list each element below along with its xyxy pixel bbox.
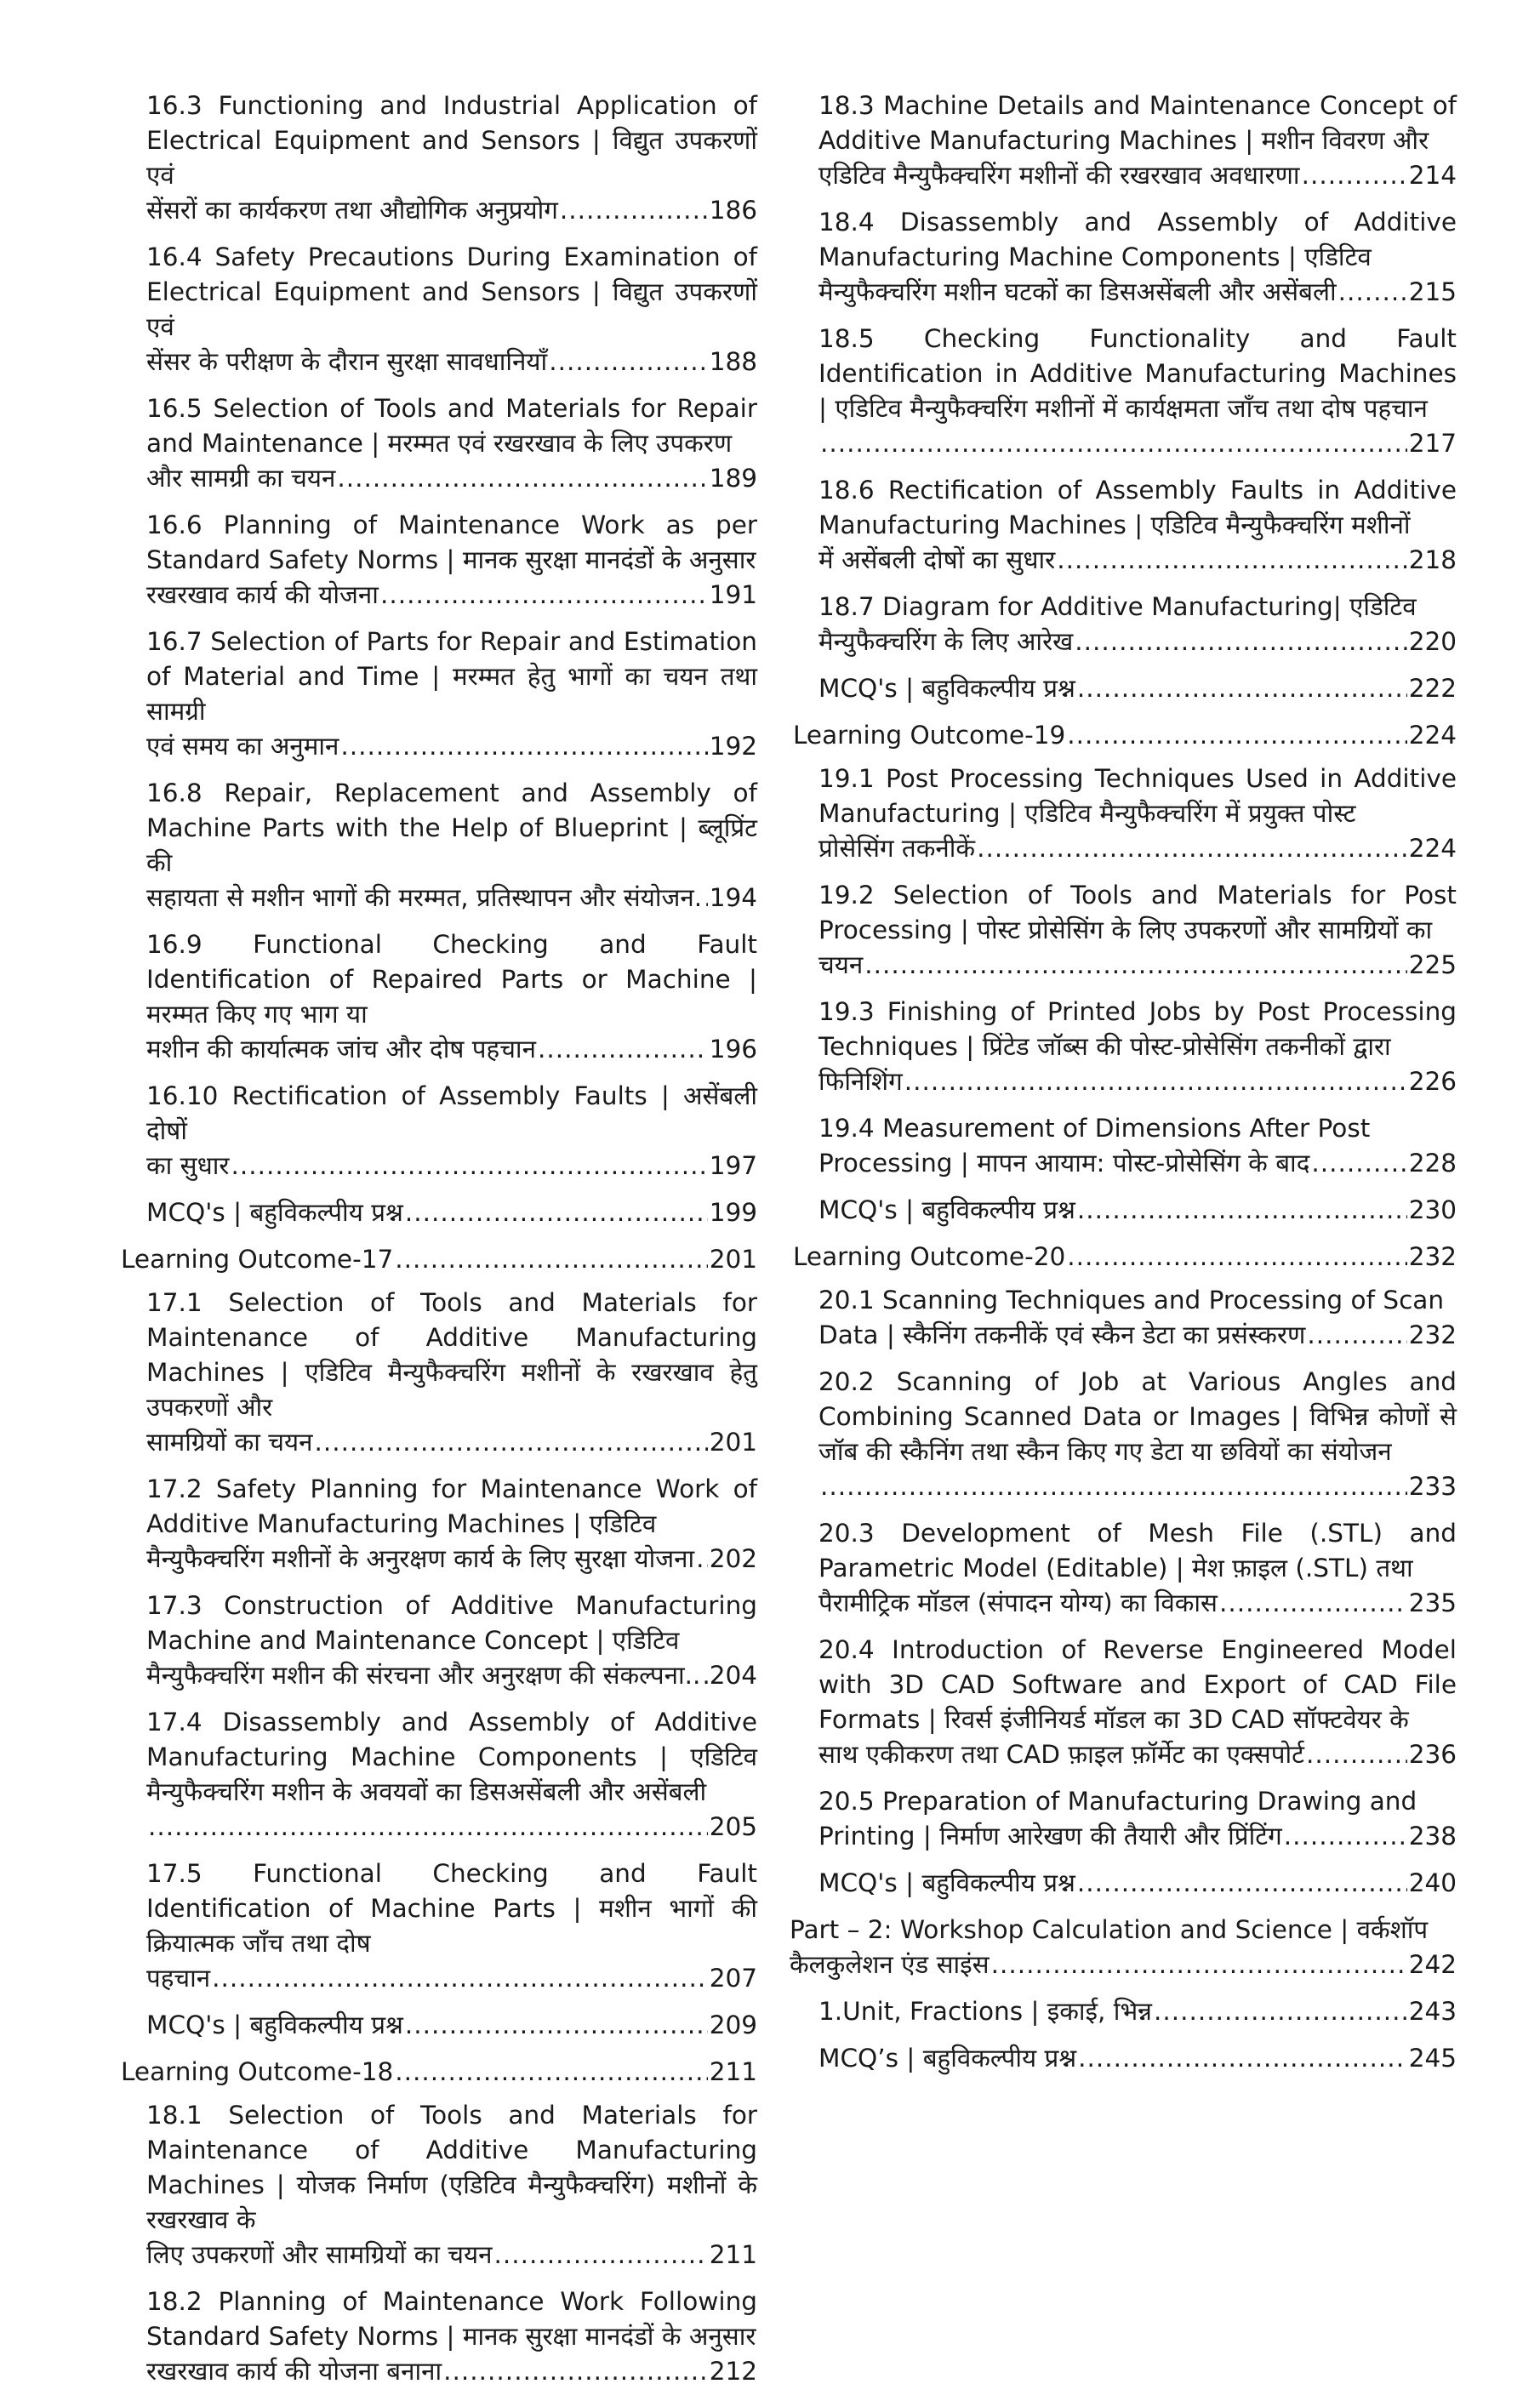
toc-left-column (117, 88, 757, 2401)
toc-page-number: 188 (709, 347, 757, 376)
toc-entry-title: 16.6 Planning of Maintenance Work as per Standard Safety Norms | मानक सुरक्षा मानदंडों के अनुसार (146, 510, 757, 574)
toc-entry-leader-line (818, 1994, 1457, 2029)
toc-page-number: 233 (1408, 1472, 1457, 1501)
toc-page-number: 211 (709, 2240, 757, 2269)
toc-dot-leader (1078, 2041, 1407, 2076)
toc-dot-leader (904, 1064, 1407, 1099)
toc-dot-leader (1306, 1737, 1407, 1772)
toc-page-number: 207 (709, 1964, 757, 1993)
toc-page-number: 214 (1408, 161, 1457, 190)
toc-entry[interactable] (790, 1633, 1457, 1772)
toc-entry[interactable] (117, 1079, 757, 1183)
toc-dot-leader (1075, 624, 1406, 659)
toc-entry-title: 16.9 Functional Checking and Fault Identification of Repaired Parts or Machine | मरम्मत किए गए भाग या (146, 930, 757, 1029)
toc-entry-leader-line (818, 158, 1457, 193)
toc-entry[interactable] (790, 671, 1457, 706)
toc-entry-title-tail: सेंसर के परीक्षण के दौरान सुरक्षा सावधानियाँ (146, 347, 548, 376)
toc-entry-title: Part – 2: Workshop Calculation and Science | वर्कशॉप (790, 1915, 1429, 1944)
toc-entry-title-tail: एडिटिव मैन्युफैक्चरिंग मशीनों की रखरखाव अवधारणा (818, 161, 1300, 190)
toc-entry[interactable] (117, 240, 757, 379)
toc-entry-title: 18.5 Checking Functionality and Fault Identification in Additive Manufacturing Machines | एडिटिव मैन्युफैक्चरिंग मशीनों में कार्यक्षमता जाँच तथा दोष पहचान (818, 324, 1457, 423)
toc-page-number: 205 (709, 1812, 757, 1841)
toc-entry-title-tail: Learning Outcome-20 (793, 1242, 1066, 1271)
toc-entry-leader-line (146, 578, 757, 613)
toc-entry[interactable] (790, 322, 1457, 461)
toc-page-number: 226 (1408, 1067, 1457, 1096)
toc-dot-leader (1338, 275, 1407, 310)
toc-entry-title: 18.4 Disassembly and Assembly of Additive Manufacturing Machine Components | एडिटिव (818, 208, 1457, 271)
toc-entry-learning-outcome[interactable] (790, 718, 1457, 753)
toc-entry-title-tail: मैन्युफैक्चरिंग मशीन घटकों का डिसअसेंबली और असेंबली (818, 277, 1337, 306)
toc-entry-title-tail: MCQ's | बहुविकल्पीय प्रश्न (818, 1868, 1075, 1897)
toc-entry-leader-line (146, 1425, 757, 1460)
toc-entry-title: 16.10 Rectification of Assembly Faults | असेंबली दोषों (146, 1081, 757, 1145)
toc-dot-leader (1077, 671, 1407, 706)
toc-entry-leader-line (818, 671, 1457, 706)
toc-dot-leader (1284, 1819, 1407, 1854)
toc-dot-leader (1057, 543, 1406, 578)
toc-entry-title: 16.8 Repair, Replacement and Assembly of Machine Parts with the Help of Blueprint | ब्लूप्रिंट की (146, 778, 757, 877)
toc-page-number: 224 (1408, 721, 1457, 750)
toc-dot-leader (395, 2055, 707, 2090)
toc-entry-leader-line (146, 1149, 757, 1183)
toc-page-number: 228 (1408, 1149, 1457, 1178)
toc-entry-title-tail: रखरखाव कार्य की योजना (146, 580, 379, 609)
toc-entry[interactable] (790, 995, 1457, 1099)
toc-dot-leader (493, 2238, 707, 2273)
toc-page-number: 232 (1408, 1242, 1457, 1271)
toc-entry-leader-line (818, 1146, 1457, 1181)
toc-entry-title-tail: कैलकुलेशन एंड साइंस (790, 1950, 990, 1979)
toc-page-number: 197 (709, 1151, 757, 1180)
toc-entry-title-tail: पैरामीट्रिक मॉडल (संपादन योग्य) का विकास (818, 1588, 1218, 1617)
toc-entry[interactable] (117, 508, 757, 613)
toc-entry-title: 19.2 Selection of Tools and Materials for Post Processing | पोस्ट प्रोसेसिंग के लिए उपकरणों और सामग्रियों का (818, 881, 1457, 944)
toc-page-number: 196 (709, 1035, 757, 1064)
toc-dot-leader (1307, 1318, 1406, 1353)
toc-entry-leader-line (146, 2238, 757, 2273)
toc-entry-title: 20.3 Development of Mesh File (.STL) and Parametric Model (Editable) | मेश फ़ाइल (.STL) तथा (818, 1519, 1457, 1583)
toc-entry-title-tail: सामग्रियों का चयन (146, 1428, 313, 1457)
toc-page-number: 224 (1408, 834, 1457, 863)
toc-entry-leader-line (818, 1737, 1457, 1772)
toc-entry-title: 16.4 Safety Precautions During Examination of Electrical Equipment and Sensors | विद्युत उपकरणों एवं (146, 242, 757, 341)
toc-entry[interactable] (117, 1705, 757, 1845)
toc-entry-title-tail: Unit, Fractions | इकाई, भिन्न (842, 1997, 1152, 2026)
toc-entry[interactable] (790, 205, 1457, 310)
toc-entry-title: 20.2 Scanning of Job at Various Angles and Combining Scanned Data or Images | विभिन्न कोणों से जॉब की स्कैनिंग तथा स्कैन किए गए डेटा या छवियों का संयोजन (818, 1367, 1457, 1466)
toc-page-number: 236 (1408, 1740, 1457, 1769)
toc-entry-leader-line (818, 624, 1457, 659)
toc-entry-leader-line (793, 1240, 1457, 1275)
toc-dot-leader (1077, 1193, 1407, 1228)
toc-entry-leader-line (121, 2055, 757, 2090)
toc-entry-title: 20.4 Introduction of Reverse Engineered Model with 3D CAD Software and Export of CAD File Formats | रिवर्स इंजीनियर्ड मॉडल का 3D CAD सॉफ्टवेयर के (818, 1635, 1457, 1734)
toc-entry-title: 18.1 Selection of Tools and Materials for Maintenance of Additive Manufacturing Machines | योजक निर्माण (एडिटिव मैन्युफैक्चरिंग) मशीनों के रखरखाव के (146, 2101, 757, 2234)
toc-entry-leader-line (818, 948, 1457, 983)
toc-entry-part[interactable] (790, 1913, 1457, 1982)
toc-entry-leader-line (146, 1542, 757, 1577)
toc-entry[interactable] (117, 2098, 757, 2273)
toc-entry-learning-outcome[interactable] (117, 2055, 757, 2090)
toc-dot-leader (820, 426, 1407, 461)
toc-page-number: 202 (709, 1544, 757, 1573)
toc-right-column (790, 88, 1457, 2088)
toc-entry-title-tail: MCQ's | बहुविकल्पीय प्रश्न (818, 1195, 1075, 1224)
toc-page-number: 199 (709, 1198, 757, 1227)
toc-entry[interactable] (117, 88, 757, 228)
toc-dot-leader (991, 1948, 1407, 1982)
toc-entry-title-tail: लिए उपकरणों और सामग्रियों का चयन (146, 2240, 493, 2269)
toc-page-number: 209 (709, 2010, 757, 2039)
toc-page-number: 191 (709, 580, 757, 609)
toc-page-number: 189 (709, 464, 757, 493)
toc-entry[interactable] (117, 2008, 757, 2043)
toc-entry-title: 16.3 Functioning and Industrial Application of Electrical Equipment and Sensors | विद्युत उपकरणों एवं (146, 91, 757, 190)
toc-entry-number: 1. (818, 1997, 843, 2026)
toc-entry-leader-line (146, 345, 757, 379)
toc-page-number: 242 (1408, 1950, 1457, 1979)
toc-entry-title-tail: सेंसरों का कार्यकरण तथा औद्योगिक अनुप्रयोग (146, 196, 558, 225)
toc-entry[interactable] (790, 2041, 1457, 2076)
toc-page-number: 243 (1408, 1997, 1457, 2026)
toc-dot-leader (549, 345, 708, 379)
toc-entry-title-tail: मशीन की कार्यात्मक जांच और दोष पहचान (146, 1035, 536, 1064)
toc-entry-title-tail: फिनिशिंग (818, 1067, 903, 1096)
toc-entry-leader-line (818, 2041, 1457, 2076)
toc-page-number: 204 (709, 1661, 757, 1690)
toc-entry-title: 17.4 Disassembly and Assembly of Additive Manufacturing Machine Components | एडिटिव मैन्युफैक्चरिंग मशीन के अवयवों का डिसअसेंबली और असेंबली (146, 1708, 757, 1806)
toc-page-number: 225 (1408, 950, 1457, 979)
toc-entry[interactable] (117, 1588, 757, 1693)
toc-entry-title: 19.3 Finishing of Printed Jobs by Post Processing Techniques | प्रिंटेड जॉब्स की पोस्ट-प्रोसेसिंग तकनीकों द्वारा (818, 997, 1457, 1061)
toc-page-number: 201 (709, 1245, 757, 1274)
toc-page-number: 215 (1408, 277, 1457, 306)
toc-entry-title-tail: Data | स्कैनिंग तकनीकें एवं स्कैन डेटा का प्रसंस्करण (818, 1320, 1306, 1349)
toc-dot-leader (337, 461, 707, 496)
toc-dot-leader (315, 1425, 708, 1460)
toc-entry-title-tail: का सुधार (146, 1151, 230, 1180)
toc-entry-leader-line (146, 1032, 757, 1067)
toc-entry-leader-line (818, 1819, 1457, 1854)
toc-page-number: 235 (1408, 1588, 1457, 1617)
toc-entry-leader-line (818, 275, 1457, 310)
toc-page-number: 194 (709, 883, 757, 912)
toc-page-number: 192 (709, 732, 757, 761)
toc-dot-leader (560, 193, 708, 228)
toc-entry-title-tail: Learning Outcome-19 (793, 721, 1066, 750)
toc-entry-leader-line (146, 1195, 757, 1230)
toc-entry-title: 19.1 Post Processing Techniques Used in Additive Manufacturing | एडिटिव मैन्युफैक्चरिंग में प्रयुक्त पोस्ट (818, 764, 1457, 828)
toc-entry-leader-line (818, 1318, 1457, 1353)
toc-dot-leader (864, 948, 1406, 983)
toc-entry-leader-line (146, 729, 757, 764)
toc-entry[interactable] (790, 761, 1457, 866)
toc-entry[interactable] (117, 1286, 757, 1460)
toc-entry-title-tail: मैन्युफैक्चरिंग मशीनों के अनुरक्षण कार्य के लिए सुरक्षा योजना (146, 1544, 695, 1573)
toc-page-number: 230 (1408, 1195, 1457, 1224)
toc-dot-leader (340, 729, 707, 764)
toc-entry-title-tail: सहायता से मशीन भागों की मरम्मत, प्रतिस्थापन और संयोजन. (146, 883, 703, 912)
toc-dot-leader (1302, 158, 1407, 193)
toc-entry-leader-line (790, 1948, 1457, 1982)
toc-entry-title-tail: पहचान (146, 1964, 211, 1993)
toc-entry-title: 18.6 Rectification of Assembly Faults in Additive Manufacturing Machines | एडिटिव मैन्युफैक्चरिंग मशीनों (818, 476, 1457, 539)
toc-entry[interactable] (790, 1784, 1457, 1854)
toc-entry[interactable] (790, 1516, 1457, 1621)
toc-dot-leader (1219, 1586, 1407, 1621)
toc-dot-leader (704, 881, 708, 915)
toc-dot-leader (405, 1195, 708, 1230)
toc-entry-leader-line (818, 1586, 1457, 1621)
toc-entry-title-tail: प्रोसेसिंग तकनीकें (818, 834, 976, 863)
toc-dot-leader (1311, 1146, 1406, 1181)
toc-entry[interactable] (790, 88, 1457, 193)
toc-page-number: 201 (709, 1428, 757, 1457)
toc-entry[interactable] (117, 1856, 757, 1996)
toc-entry-title: 18.7 Diagram for Additive Manufacturing| एडिटिव (818, 592, 1417, 621)
toc-page-number: 217 (1408, 429, 1457, 458)
toc-entry-leader-line (146, 1810, 757, 1845)
toc-page-number: 220 (1408, 627, 1457, 656)
toc-entry-title: 17.2 Safety Planning for Maintenance Work of Additive Manufacturing Machines | एडिटिव (146, 1474, 757, 1538)
toc-entry[interactable] (117, 391, 757, 496)
toc-entry-leader-line (818, 543, 1457, 578)
toc-entry-title: 16.5 Selection of Tools and Materials for Repair and Maintenance | मरम्मत एवं रखरखाव के लिए उपकरण (146, 394, 757, 458)
toc-entry[interactable] (790, 1994, 1457, 2029)
toc-dot-leader (148, 1810, 708, 1845)
toc-entry-title: 16.7 Selection of Parts for Repair and Estimation of Material and Time | मरम्मत हेतु भागों का चयन तथा सामग्री (146, 627, 757, 726)
toc-entry[interactable] (790, 1193, 1457, 1228)
toc-entry-leader-line (818, 1064, 1457, 1099)
toc-dot-leader (820, 1469, 1407, 1504)
toc-dot-leader (212, 1961, 708, 1996)
toc-entry[interactable] (117, 1472, 757, 1577)
toc-entry[interactable] (117, 927, 757, 1067)
toc-dot-leader (380, 578, 708, 613)
toc-entry-leader-line (146, 881, 757, 915)
toc-entry[interactable] (117, 776, 757, 915)
toc-entry-title: 17.1 Selection of Tools and Materials for Maintenance of Additive Manufacturing Machines | एडिटिव मैन्युफैक्चरिंग मशीनों के रखरखाव हेतु उपकरणों और (146, 1288, 757, 1422)
toc-entry-leader-line (146, 461, 757, 496)
toc-entry-title-tail: Printing | निर्माण आरेखण की तैयारी और प्रिंटिंग (818, 1822, 1282, 1851)
toc-entry-title: 17.5 Functional Checking and Fault Identification of Machine Parts | मशीन भागों की क्रियात्मक जाँच तथा दोष (146, 1859, 757, 1958)
toc-entry-title-tail: Processing | मापन आयाम: पोस्ट-प्रोसेसिंग के बाद (818, 1149, 1310, 1178)
toc-entry[interactable] (790, 1866, 1457, 1901)
toc-page-number: 186 (709, 196, 757, 225)
toc-entry-leader-line (146, 2354, 757, 2389)
toc-entry-leader-line (818, 426, 1457, 461)
toc-entry-title-tail: रखरखाव कार्य की योजना बनाना (146, 2357, 442, 2386)
toc-entry[interactable] (790, 878, 1457, 983)
toc-entry-title-tail: चयन (818, 950, 864, 979)
toc-entry-title-tail: Learning Outcome-18 (121, 2057, 394, 2086)
toc-entry-title-tail: और सामग्री का चयन (146, 464, 336, 493)
toc-entry-title: 17.3 Construction of Additive Manufacturing Machine and Maintenance Concept | एडिटिव (146, 1591, 757, 1655)
toc-entry-title: 20.1 Scanning Techniques and Processing of Scan (818, 1286, 1445, 1315)
toc-dot-leader (231, 1149, 707, 1183)
toc-dot-leader (538, 1032, 708, 1067)
toc-entry-leader-line (121, 1242, 757, 1277)
toc-entry-leader-line (146, 1961, 757, 1996)
toc-page-number: 240 (1408, 1868, 1457, 1897)
toc-entry[interactable] (790, 590, 1457, 659)
toc-page-number: 232 (1408, 1320, 1457, 1349)
toc-entry-title-tail: Learning Outcome-17 (121, 1245, 394, 1274)
toc-dot-leader (443, 2354, 708, 2389)
toc-entry-title-tail: साथ एकीकरण तथा CAD फ़ाइल फ़ॉर्मेट का एक्सपोर्ट (818, 1740, 1305, 1769)
toc-dot-leader (1067, 1240, 1406, 1275)
toc-entry-title: 18.2 Planning of Maintenance Work Following Standard Safety Norms | मानक सुरक्षा मानदंडों के अनुसार (146, 2287, 757, 2351)
toc-entry-title-tail: MCQ's | बहुविकल्पीय प्रश्न (818, 674, 1075, 703)
toc-dot-leader (702, 1658, 707, 1693)
toc-dot-leader (395, 1242, 707, 1277)
toc-entry-leader-line (818, 1193, 1457, 1228)
toc-entry[interactable] (790, 1283, 1457, 1353)
toc-entry[interactable] (790, 1111, 1457, 1181)
toc-entry-title-tail: मैन्युफैक्चरिंग के लिए आरेख (818, 627, 1074, 656)
toc-entry-leader-line (818, 1866, 1457, 1901)
toc-entry-leader-line (146, 1658, 757, 1693)
toc-entry-learning-outcome[interactable] (790, 1240, 1457, 1275)
toc-entry[interactable] (790, 1365, 1457, 1504)
toc-entry-title-tail: मैन्युफैक्चरिंग मशीन की संरचना और अनुरक्षण की संकल्पना.. (146, 1661, 701, 1690)
toc-entry-learning-outcome[interactable] (117, 1242, 757, 1277)
toc-entry-title-tail: MCQ's | बहुविकल्पीय प्रश्न (146, 2010, 403, 2039)
toc-entry-title-tail: MCQ's | बहुविकल्पीय प्रश्न (146, 1198, 403, 1227)
toc-page-number: 238 (1408, 1822, 1457, 1851)
toc-entry-title: 18.3 Machine Details and Maintenance Concept of Additive Manufacturing Machines | मशीन विवरण और (818, 91, 1457, 155)
toc-dot-leader (1067, 718, 1406, 753)
toc-entry[interactable] (790, 473, 1457, 578)
toc-dot-leader (1077, 1866, 1407, 1901)
toc-entry-leader-line (818, 1469, 1457, 1504)
toc-entry-leader-line (146, 193, 757, 228)
toc-entry-title-tail: MCQ’s | बहुविकल्पीय प्रश्न (818, 2044, 1077, 2073)
toc-page-number: 211 (709, 2057, 757, 2086)
toc-page-number: 245 (1408, 2044, 1457, 2073)
toc-dot-leader (977, 831, 1407, 866)
toc-page-number: 222 (1408, 674, 1457, 703)
toc-entry-title-tail: में असेंबली दोषों का सुधार (818, 545, 1056, 574)
toc-dot-leader (1154, 1994, 1407, 2029)
toc-dot-leader (405, 2008, 708, 2043)
toc-entry-leader-line (818, 831, 1457, 866)
toc-entry[interactable] (117, 1195, 757, 1230)
toc-entry-title: 20.5 Preparation of Manufacturing Drawing and (818, 1787, 1417, 1816)
toc-entry-leader-line (146, 2008, 757, 2043)
toc-entry[interactable] (117, 624, 757, 764)
toc-entry-leader-line (793, 718, 1457, 753)
toc-entry-title: 19.4 Measurement of Dimensions After Post (818, 1114, 1371, 1143)
toc-dot-leader (696, 1542, 708, 1577)
toc-entry-title-tail: एवं समय का अनुमान (146, 732, 339, 761)
toc-entry[interactable] (117, 2284, 757, 2389)
toc-page-number: 218 (1408, 545, 1457, 574)
toc-page-number: 212 (709, 2357, 757, 2386)
